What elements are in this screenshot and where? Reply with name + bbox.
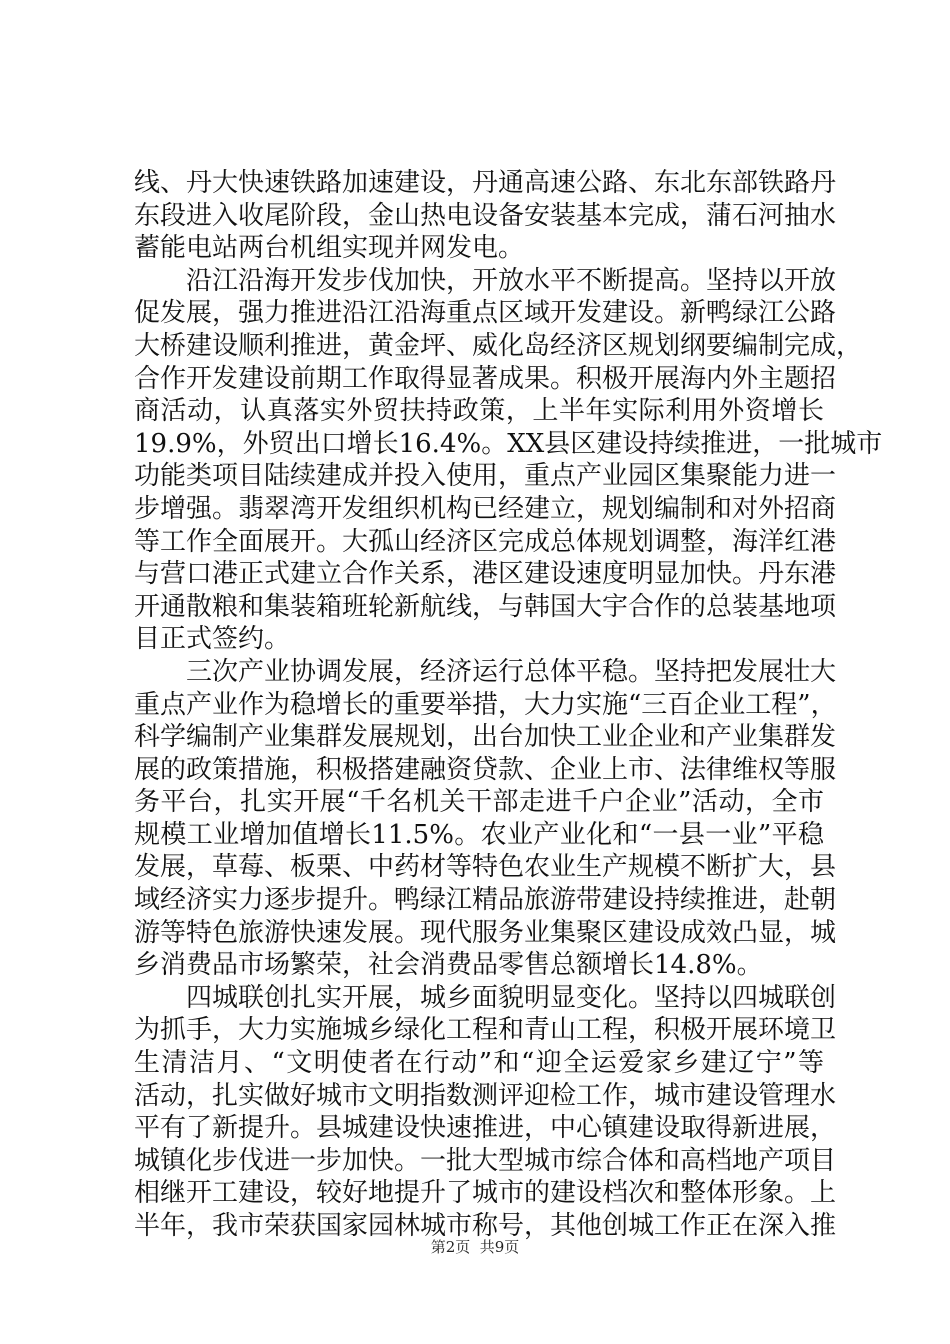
text-line: 生清洁月、“文明使者在行动”和“迎全运爱家乡建辽宁”等 bbox=[134, 1048, 824, 1079]
text-line: 半年，我市荣获国家园林城市称号，其他创城工作正在深入推 bbox=[134, 1211, 837, 1241]
document-body bbox=[134, 167, 883, 1243]
text-line: 合作开发建设前期工作取得显著成果。积极开展海内外主题招 bbox=[134, 363, 837, 394]
text-line: 平有了新提升。县城建设快速推进，中心镇建设取得新进展， bbox=[134, 1113, 837, 1144]
text-line: 活动，扎实做好城市文明指数测评迎检工作，城市建设管理水 bbox=[134, 1080, 837, 1111]
text-line: 发展，草莓、板栗、中药材等特色农业生产规模不断扩大，县 bbox=[134, 852, 837, 883]
text-line: 功能类项目陆续建成并投入使用，重点产业园区集聚能力进一 bbox=[134, 461, 837, 492]
text-line: 开通散粮和集装箱班轮新航线，与韩国大宇合作的总装基地项 bbox=[134, 591, 837, 622]
page-footer bbox=[0, 1237, 950, 1257]
text-line: 科学编制产业集群发展规划，出台加快工业企业和产业集群发 bbox=[134, 722, 837, 753]
text-line: 19.9%，外贸出口增长16.4%。XX县区建设持续推进，一批城市 bbox=[134, 428, 883, 459]
text-line: 沿江沿海开发步伐加快，开放水平不断提高。坚持以开放 bbox=[134, 265, 837, 296]
text-line: 步增强。翡翠湾开发组织机构已经建立，规划编制和对外招商 bbox=[134, 493, 837, 524]
page-number: 第2页 共9页 bbox=[430, 1238, 520, 1256]
text-line: 大桥建设顺利推进，黄金坪、威化岛经济区规划纲要编制完成， bbox=[134, 330, 863, 361]
text-line: 目正式签约。 bbox=[134, 624, 291, 655]
text-line: 展的政策措施，积极搭建融资贷款、企业上市、法律维权等服 bbox=[134, 754, 837, 785]
text-line: 域经济实力逐步提升。鸭绿江精品旅游带建设持续推进，赴朝 bbox=[134, 885, 837, 916]
text-line: 规模工业增加值增长11.5%。农业产业化和“一县一业”平稳 bbox=[134, 819, 824, 850]
text-line: 促发展，强力推进沿江沿海重点区域开发建设。新鸭绿江公路 bbox=[134, 298, 837, 329]
text-line: 四城联创扎实开展，城乡面貌明显变化。坚持以四城联创 bbox=[134, 982, 837, 1013]
text-line: 三次产业协调发展，经济运行总体平稳。坚持把发展壮大 bbox=[134, 656, 837, 687]
text-line: 东段进入收尾阶段，金山热电设备安装基本完成，蒲石河抽水 bbox=[134, 200, 837, 231]
text-line: 等工作全面展开。大孤山经济区完成总体规划调整，海洋红港 bbox=[134, 526, 837, 557]
text-line: 与营口港正式建立合作关系，港区建设速度明显加快。丹东港 bbox=[134, 559, 837, 590]
text-line: 城镇化步伐进一步加快。一批大型城市综合体和高档地产项目 bbox=[134, 1145, 837, 1176]
text-line: 商活动，认真落实外贸扶持政策，上半年实际利用外资增长 bbox=[134, 396, 824, 427]
text-line: 为抓手，大力实施城乡绿化工程和青山工程，积极开展环境卫 bbox=[134, 1015, 837, 1046]
text-line: 乡消费品市场繁荣，社会消费品零售总额增长14.8%。 bbox=[134, 950, 763, 981]
text-line: 蓄能电站两台机组实现并网发电。 bbox=[134, 233, 525, 264]
text-line: 线、丹大快速铁路加速建设，丹通高速公路、东北东部铁路丹 bbox=[134, 168, 837, 198]
text-line: 务平台，扎实开展“千名机关干部走进千户企业”活动，全市 bbox=[134, 787, 824, 818]
text-line: 游等特色旅游快速发展。现代服务业集聚区建设成效凸显，城 bbox=[134, 917, 837, 948]
text-line: 相继开工建设，较好地提升了城市的建设档次和整体形象。上 bbox=[134, 1178, 837, 1209]
text-line: 重点产业作为稳增长的重要举措，大力实施“三百企业工程”， bbox=[134, 689, 837, 720]
